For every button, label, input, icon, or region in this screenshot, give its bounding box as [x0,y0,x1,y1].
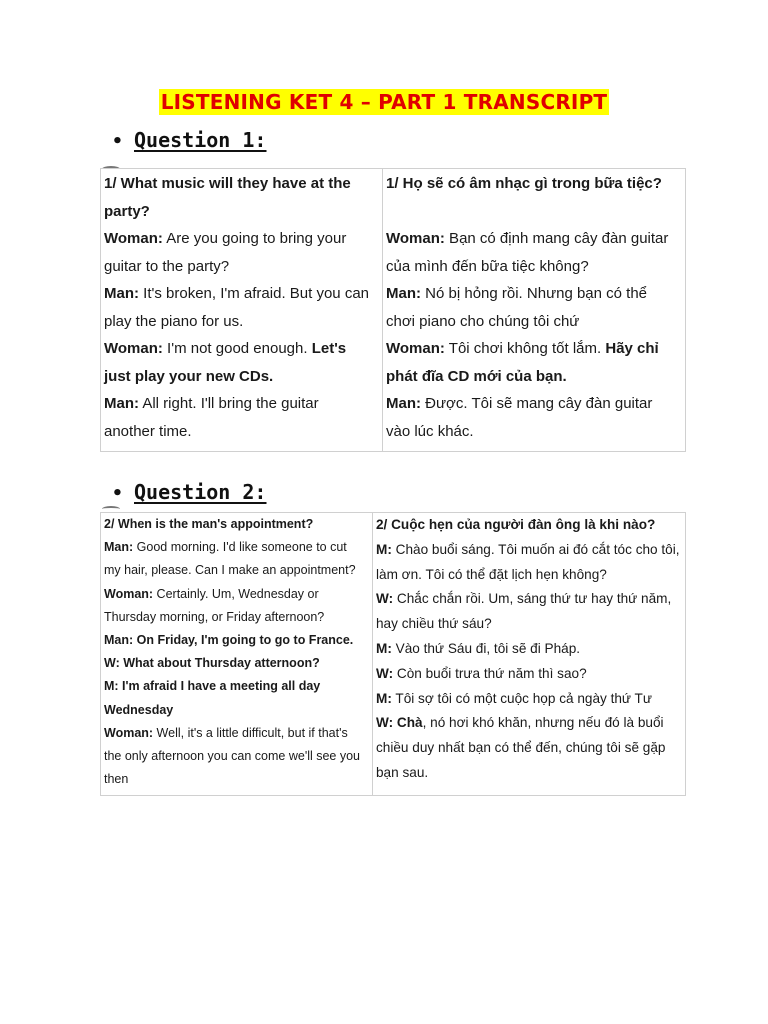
bold-text: Man: [104,285,139,302]
transcript-line [104,583,370,606]
text: All right. I'll bring the guitar [139,395,319,412]
text: then [104,772,129,787]
transcript-line [104,198,380,226]
transcript-line [376,637,683,662]
transcript-line [386,170,683,198]
english-column [101,513,373,796]
bullet-icon: • [112,483,123,504]
vietnamese-lines [376,513,683,786]
transcript-line [386,253,683,281]
transcript-line [376,563,683,588]
question-2-heading [112,480,266,504]
transcript-line [104,675,370,698]
transcript-line [376,538,683,563]
bold-text: Let's [311,340,347,357]
text: vào lúc khác. [386,422,474,440]
text: Tôi chơi không tốt lắm. [444,340,606,357]
transcript-line [386,390,683,418]
transcript-line [104,363,380,391]
text: Good morning. I'd like someone to cut [133,540,347,555]
title-text: LISTENING KET 4 – PART 1 TRANSCRIPT [160,90,608,114]
bold-text: M: [376,640,392,656]
transcript-table-1 [100,168,686,452]
transcript-line [386,363,683,391]
transcript-line [376,761,683,786]
bold-text: Woman: [386,230,445,247]
transcript-line [386,418,683,446]
text: Are you going to bring your [162,230,347,247]
english-lines [104,170,380,445]
bold-text: Wednesday [104,702,174,717]
transcript-line [104,699,370,722]
transcript-line [104,606,370,629]
text: , nó hơi khó khăn, nhưng nếu đó là buổi [422,715,664,731]
transcript-line [104,652,370,675]
text: the only afternoon you can come we'll see you [104,749,361,764]
bold-text: Woman: [104,340,163,357]
bold-text: 2/ When is the man's appointment? [104,517,314,531]
text: Còn buổi trưa thứ năm thì sao? [393,665,587,681]
bold-text: Man: [386,285,421,302]
text: Certainly. Um, Wednesday or [153,586,319,601]
bold-text: Woman: [386,340,445,357]
question-2-label: Question 2: [134,480,267,504]
bold-text: Man: [386,395,421,412]
bullet-icon: • [112,131,123,152]
bold-text: 2/ Cuộc hẹn của người đàn ông là khi nào? [376,517,656,532]
bold-text: M: [376,541,392,557]
text: bạn sau. [376,764,429,780]
transcript-line [376,711,683,736]
bold-text: W: Chà [376,715,423,731]
text: Bạn có định mang cây đàn guitar [444,230,669,247]
document-title [0,90,768,114]
bold-text: W: [376,591,394,607]
transcript-line [376,513,683,538]
bold-text: just play your new CDs. [104,367,274,385]
bold-text: party? [104,202,150,220]
bold-text: M: I'm afraid I have a meeting all day [104,679,321,694]
transcript-line [104,629,370,652]
vietnamese-column [373,513,686,796]
english-lines [104,513,370,791]
text: guitar to the party? [104,257,230,275]
text: làm ơn. Tôi có thể đặt lịch hẹn không? [376,566,607,582]
transcript-table-2 [100,512,686,796]
bold-text: W: What about Thursday atternoon? [104,656,320,671]
english-column [101,169,383,452]
text: của mình đến bữa tiệc không? [386,257,589,275]
transcript-line [104,308,380,336]
transcript-line [104,745,370,768]
text: Vào thứ Sáu đi, tôi sẽ đi Pháp. [391,640,581,656]
question-1-heading [112,128,266,152]
transcript-line [104,536,370,559]
transcript-line [104,170,380,198]
transcript-line [386,335,683,363]
question-1-label: Question 1: [134,128,267,152]
transcript-line [104,559,370,582]
bold-text: 1/ Họ sẽ có âm nhạc gì trong bữa tiệc? [386,175,662,192]
vietnamese-lines [386,170,683,445]
text: hay chiều thứ sáu? [376,616,492,632]
text: Chào buổi sáng. Tôi muốn ai đó cắt tóc cho tôi, [391,541,680,557]
transcript-line [376,662,683,687]
text: It's broken, I'm afraid. But you can [139,285,370,302]
text: Thursday morning, or Friday afternoon? [104,609,325,624]
transcript-line [104,513,370,536]
bold-text: Woman: [104,230,163,247]
bold-text: Man: [104,540,134,555]
transcript-line [104,768,370,791]
text: another time. [104,422,192,440]
text: Tôi sợ tôi có một cuộc họp cả ngày thứ Tư [391,690,652,706]
bold-text: M: [376,690,392,706]
text: my hair, please. Can I make an appointment? [104,563,356,578]
text: Nó bị hỏng rồi. Nhưng bạn có thể [421,285,648,302]
text: chơi piano cho chúng tôi chứ [386,312,580,330]
bold-text: Woman: [104,586,154,601]
transcript-line [386,198,683,226]
bold-text: Man: [104,395,139,412]
vietnamese-column [383,169,686,452]
transcript-line [386,308,683,336]
bold-text: Woman: [104,725,154,740]
transcript-line [104,225,380,253]
transcript-line [376,612,683,637]
text: play the piano for us. [104,312,244,330]
transcript-line [386,225,683,253]
bold-text: Hãy chỉ [605,340,659,357]
text: I'm not good enough. [162,340,312,357]
transcript-line [376,687,683,712]
bold-text: phát đĩa CD mới của bạn. [386,367,567,385]
transcript-line [386,280,683,308]
text: Được. Tôi sẽ mang cây đàn guitar [421,395,653,412]
transcript-line [104,335,380,363]
transcript-line [104,418,380,446]
transcript-line [376,587,683,612]
bold-text: 1/ What music will they have at the [104,175,351,192]
bold-text: Man: On Friday, I'm going to go to France. [104,633,354,648]
transcript-line [104,722,370,745]
bold-text: W: [376,665,394,681]
text: Well, it's a little difficult, but if that's [153,725,348,740]
text: chiều duy nhất bạn có thể đến, chúng tôi sẽ gặp [376,740,666,756]
text: Chắc chắn rồi. Um, sáng thứ tư hay thứ năm, [393,591,672,607]
transcript-line [104,253,380,281]
transcript-line [376,736,683,761]
transcript-line [104,390,380,418]
transcript-line [104,280,380,308]
